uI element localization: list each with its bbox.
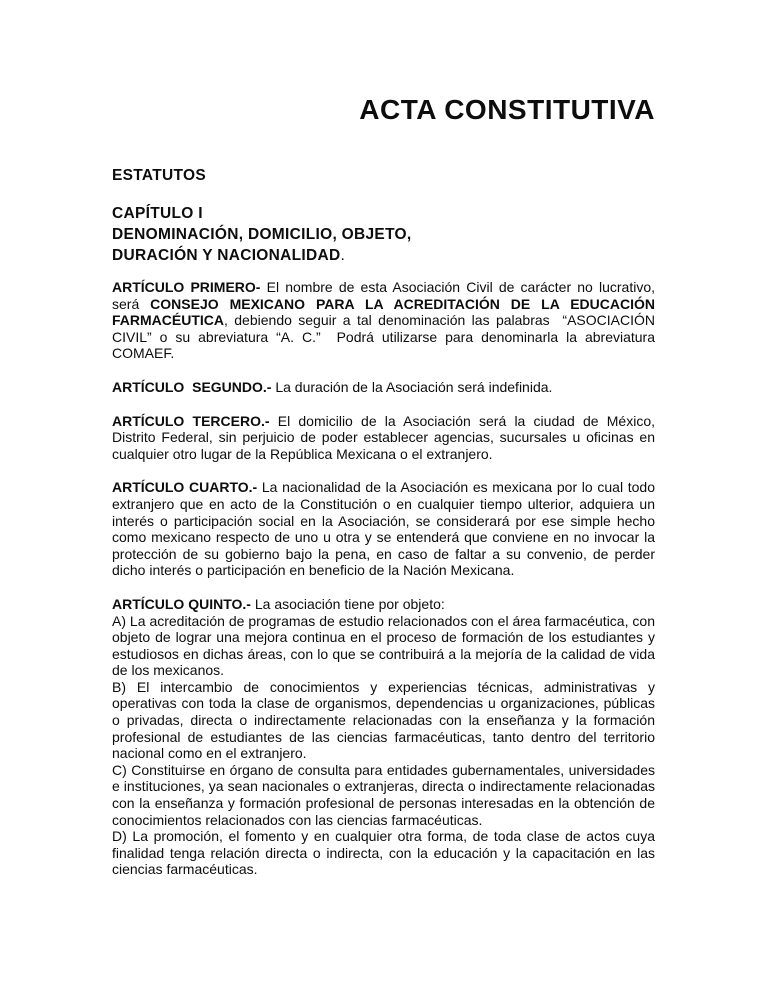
objeto-item-c: C) Constituirse en órgano de consulta para entidades gubernamentales, universidades e instituciones, ya sean nacionales o extranjeras, directa o indirectamente relacionadas con la enseñanza y formación profesional de personas interesadas en la obtención de conocimientos relacionados con las ciencias farmacéuticas. xyxy=(112,761,655,828)
paragraph-articulo-tercero xyxy=(112,413,655,463)
articulo-cuarto-label: ARTÍCULO CUARTO.- xyxy=(112,479,258,496)
document-title: ACTA CONSTITUTIVA xyxy=(359,94,655,125)
articulo-tercero-text: El domicilio de la Asociación será la ciudad de México, Distrito Federal, sin perjuicio de poder establecer agencias, sucursales u oficinas en cualquier otro lugar de la República Mexicana o el extranjero. xyxy=(112,412,655,462)
articulo-segundo-label: ARTÍCULO SEGUNDO.- xyxy=(112,378,272,395)
articulo-quinto-intro: La asociación tiene por objeto: xyxy=(250,595,445,612)
capitulo-line-3 xyxy=(112,245,655,266)
paragraph-articulo-segundo xyxy=(112,379,655,396)
articulo-primero-bold-name: CONSEJO MEXICANO PARA LA ACREDITACIÓN DE LA EDUCACIÓN FARMACÉUTICA xyxy=(112,295,655,329)
articulo-quinto-intro-line xyxy=(112,596,655,613)
capitulo-line-3-text: DURACIÓN Y NACIONALIDAD xyxy=(112,247,341,264)
heading-capitulo xyxy=(112,203,655,266)
articulo-tercero-label: ARTÍCULO TERCERO.- xyxy=(112,412,270,429)
articulo-primero-text-2: , debiendo seguir a tal denominación las palabras “ASOCIACIÓN CIVIL” o su abreviatura “A. C.” Podrá utilizarse para denominarla la abreviatura COMAEF. xyxy=(112,312,655,362)
articulo-primero-label: ARTÍCULO PRIMERO- xyxy=(112,279,261,295)
paragraph-articulo-quinto xyxy=(112,596,655,878)
articulo-segundo-text: La duración de la Asociación será indefinida. xyxy=(271,378,553,395)
objeto-item-d: D) La promoción, el fomento y en cualquier otra forma, de toda clase de actos cuya finalidad tenga relación directa o indirecta, con la educación y la capacitación en las ciencias farmacéuticas. xyxy=(112,828,655,878)
paragraph-articulo-cuarto xyxy=(112,479,655,579)
capitulo-line-3-period: . xyxy=(340,247,346,264)
articulo-cuarto-text: La nacionalidad de la Asociación es mexicana por lo cual todo extranjero que en acto de la Constitución o en cualquier tiempo ulterior, adquiera un interés o participación social en la Asociación, se considerará por ese simple hecho como mexicano respecto de uno u otra y se entenderá que conviene en no invocar la protección de su gobierno bajo la pena, en caso de faltar a su convenio, de perder dicho interés o participación en beneficio de la Nación Mexicana. xyxy=(112,479,655,579)
objeto-item-a: A) La acreditación de programas de estudio relacionados con el área farmacéutica, con objeto de lograr una mejora continua en el proceso de formación de los estudiantes y estudiosos en dichas áreas, con lo que se contribuirá a la mejoría de la calidad de vida de los mexicanos. xyxy=(112,612,655,679)
objeto-item-b: B) El intercambio de conocimientos y experiencias técnicas, administrativas y operativas con toda la clase de organismos, dependencias u organizaciones, públicas o privadas, directa o indirectamente relacionadas con la enseñanza y la formación profesional de estudiantes de las ciencias farmacéuticas, tanto dentro del territorio nacional como en el extranjero. xyxy=(112,678,655,762)
articulo-quinto-label: ARTÍCULO QUINTO.- xyxy=(112,595,251,612)
capitulo-line-1: CAPÍTULO I xyxy=(112,205,203,222)
capitulo-line-2: DENOMINACIÓN, DOMICILIO, OBJETO, xyxy=(112,226,412,243)
heading-estatutos: ESTATUTOS xyxy=(112,167,206,184)
paragraph-articulo-primero xyxy=(112,279,655,362)
articulo-primero-text-1: El nombre de esta Asociación Civil de carácter no lucrativo, será xyxy=(112,279,655,312)
